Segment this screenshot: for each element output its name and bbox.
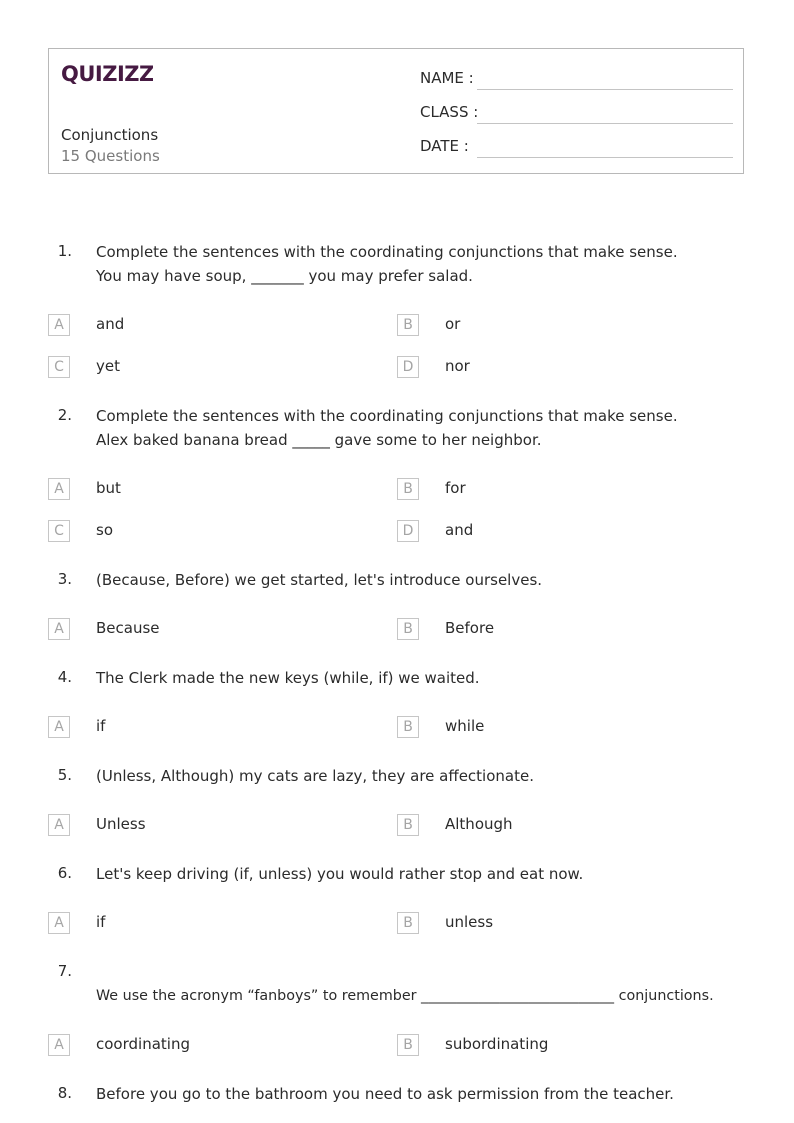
class-line xyxy=(477,123,733,124)
option-text: Before xyxy=(445,619,495,637)
question-text: Let's keep driving (if, unless) you would rather stop and eat now. xyxy=(96,865,584,883)
option-text: while xyxy=(445,717,485,735)
option-letter-box: A xyxy=(48,314,70,336)
quizizz-logo-mark xyxy=(61,59,153,87)
option-text: nor xyxy=(445,357,470,375)
question-text: (Because, Before) we get started, let's introduce ourselves. xyxy=(96,571,543,589)
option-text: but xyxy=(96,479,121,497)
question-text: The Clerk made the new keys (while, if) we waited. xyxy=(96,669,480,687)
question-number: 3. xyxy=(57,570,72,588)
option-text: unless xyxy=(445,913,494,931)
option-letter-box: B xyxy=(397,618,419,640)
class-label: CLASS : xyxy=(420,103,479,121)
question-number: 1. xyxy=(57,242,72,260)
option-letter-box: C xyxy=(48,356,70,378)
option-letter-box: C xyxy=(48,520,70,542)
quiz-title: Conjunctions xyxy=(61,126,159,144)
quizizz-logo xyxy=(61,59,153,91)
worksheet-header xyxy=(48,48,744,174)
option-letter-box: A xyxy=(48,1034,70,1056)
name-label: NAME : xyxy=(420,69,474,87)
option-text: coordinating xyxy=(96,1035,190,1053)
question-text: Alex baked banana bread _____ gave some to her neighbor. xyxy=(96,431,542,449)
question-text: Before you go to the bathroom you need to ask permission from the teacher. xyxy=(96,1085,674,1103)
question-text: We use the acronym “fanboys” to remember ___________________________ conjunctions. xyxy=(96,988,714,1004)
option-letter-box: D xyxy=(397,520,419,542)
option-text: and xyxy=(445,521,474,539)
option-letter-box: D xyxy=(397,356,419,378)
option-letter-box: A xyxy=(48,912,70,934)
option-text: subordinating xyxy=(445,1035,549,1053)
option-text: so xyxy=(96,521,113,539)
option-text: Unless xyxy=(96,815,146,833)
option-letter-box: A xyxy=(48,478,70,500)
option-letter-box: B xyxy=(397,716,419,738)
date-line xyxy=(477,157,733,158)
option-text: if xyxy=(96,717,106,735)
question-text: Complete the sentences with the coordinating conjunctions that make sense. xyxy=(96,243,678,261)
option-letter-box: B xyxy=(397,478,419,500)
quizizz-logo-text: QUIZIZZ xyxy=(61,62,153,86)
option-letter-box: A xyxy=(48,814,70,836)
question-text: You may have soup, _______ you may prefer salad. xyxy=(96,267,473,285)
question-number: 2. xyxy=(57,406,72,424)
option-letter-box: A xyxy=(48,618,70,640)
option-text: if xyxy=(96,913,106,931)
question-text: Complete the sentences with the coordinating conjunctions that make sense. xyxy=(96,407,678,425)
question-number: 7. xyxy=(57,962,72,980)
question-count: 15 Questions xyxy=(61,147,160,165)
question-number: 8. xyxy=(57,1084,72,1102)
question-text: (Unless, Although) my cats are lazy, they are affectionate. xyxy=(96,767,534,785)
question-number: 6. xyxy=(57,864,72,882)
option-letter-box: B xyxy=(397,912,419,934)
question-number: 4. xyxy=(57,668,72,686)
option-text: yet xyxy=(96,357,120,375)
option-letter-box: A xyxy=(48,716,70,738)
name-line xyxy=(477,89,733,90)
question-number: 5. xyxy=(57,766,72,784)
option-letter-box: B xyxy=(397,314,419,336)
option-text: or xyxy=(445,315,461,333)
date-label: DATE : xyxy=(420,137,469,155)
option-text: for xyxy=(445,479,466,497)
option-text: Although xyxy=(445,815,513,833)
option-text: Because xyxy=(96,619,160,637)
option-letter-box: B xyxy=(397,814,419,836)
option-text: and xyxy=(96,315,125,333)
option-letter-box: B xyxy=(397,1034,419,1056)
